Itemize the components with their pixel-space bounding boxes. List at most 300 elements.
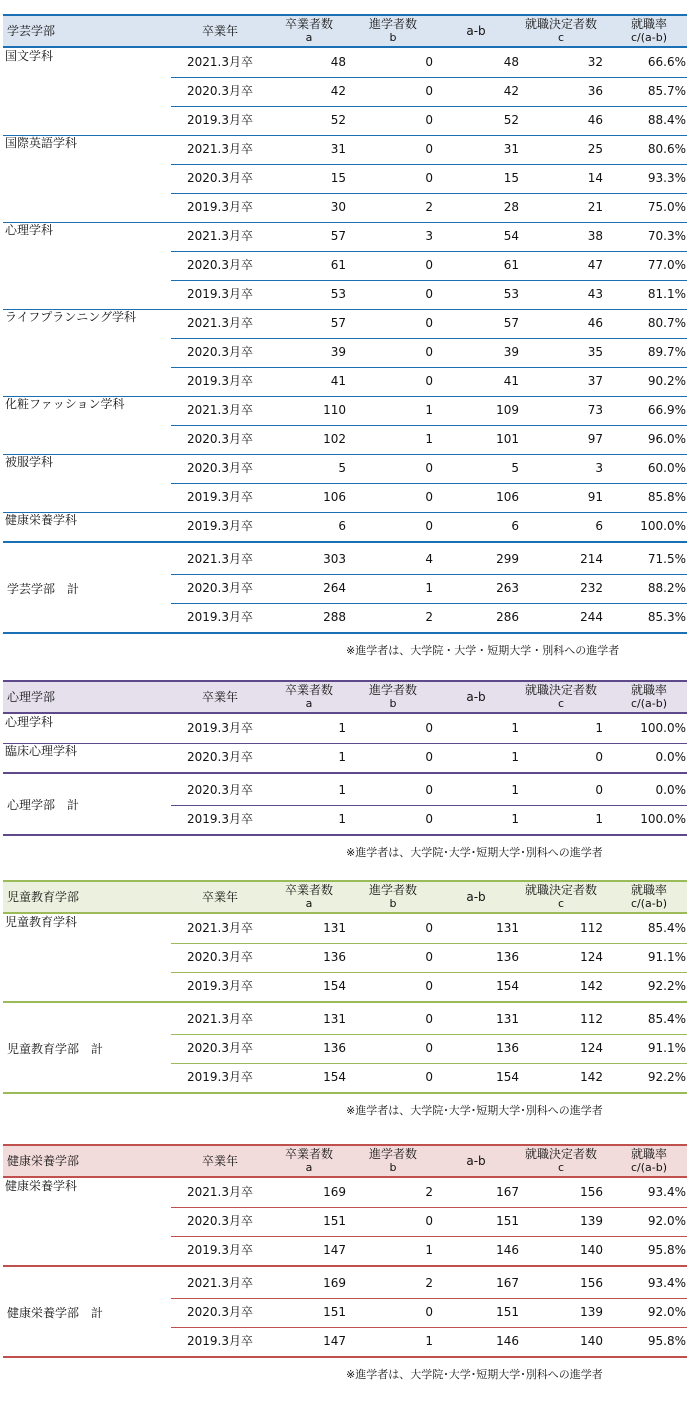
adv-cell: 0 — [425, 1012, 433, 1026]
adv-cell: 2 — [425, 1276, 433, 1290]
department-name: 国際英語学科 — [5, 136, 78, 150]
ab-cell: 136 — [496, 950, 519, 964]
total-label: 児童教育学部 計 — [7, 1041, 104, 1056]
ab-cell: 1 — [511, 812, 519, 826]
emp-cell: 142 — [580, 1070, 603, 1084]
year-cell: 2019.3月卒 — [187, 1334, 253, 1348]
year-cell: 2019.3月卒 — [187, 812, 253, 826]
adv-cell: 0 — [425, 113, 433, 127]
year-cell: 2021.3月卒 — [187, 142, 253, 156]
section-1 — [3, 14, 687, 657]
ab-cell: 131 — [496, 1012, 519, 1026]
rate-cell: 93.4% — [647, 1185, 686, 1199]
section-2 — [3, 680, 687, 859]
department-name: 児童教育学科 — [5, 915, 78, 929]
rate-cell: 95.8% — [647, 1334, 686, 1348]
emp-cell: 244 — [580, 610, 603, 624]
header-rate: 就職率 c/(a-b) — [630, 1147, 668, 1174]
adv-cell: 1 — [425, 1243, 433, 1257]
year-cell: 2019.3月卒 — [187, 374, 253, 388]
adv-cell: 1 — [425, 403, 433, 417]
grad-cell: 41 — [330, 374, 346, 388]
section-header — [3, 14, 687, 48]
footnote: ※進学者は、大学院･大学･短期大学･別科への進学者 — [346, 1104, 603, 1117]
ab-cell: 15 — [503, 171, 519, 185]
emp-cell: 46 — [587, 113, 603, 127]
section-rows — [3, 714, 687, 834]
table-row — [3, 338, 687, 367]
ab-cell: 131 — [496, 921, 519, 935]
header-ab: a-b — [466, 1153, 486, 1168]
header-ab: a-b — [466, 689, 486, 704]
table-row — [3, 367, 687, 396]
rate-cell: 93.4% — [647, 1276, 686, 1290]
ab-cell: 48 — [503, 55, 519, 69]
ab-cell: 101 — [496, 432, 519, 446]
year-cell: 2021.3月卒 — [187, 552, 253, 566]
ab-cell: 57 — [503, 316, 519, 330]
emp-cell: 73 — [587, 403, 603, 417]
section-bottom-rule — [3, 1356, 687, 1358]
table-row — [3, 164, 687, 193]
grad-cell: 102 — [323, 432, 346, 446]
grad-cell: 303 — [323, 552, 346, 566]
year-cell: 2021.3月卒 — [187, 921, 253, 935]
grad-cell: 136 — [323, 1041, 346, 1055]
rate-cell: 66.6% — [647, 55, 686, 69]
rate-cell: 60.0% — [647, 461, 686, 475]
emp-cell: 0 — [595, 783, 603, 797]
grad-cell: 15 — [330, 171, 346, 185]
year-cell: 2020.3月卒 — [187, 750, 253, 764]
table-row — [3, 483, 687, 512]
grad-cell: 106 — [323, 490, 346, 504]
grad-cell: 48 — [330, 55, 346, 69]
grad-cell: 136 — [323, 950, 346, 964]
emp-cell: 139 — [580, 1305, 603, 1319]
header-rate: 就職率 c/(a-b) — [630, 17, 668, 44]
grad-cell: 6 — [338, 519, 346, 533]
adv-cell: 0 — [425, 979, 433, 993]
department-name: 健康栄養学科 — [5, 513, 78, 527]
table-row — [3, 943, 687, 972]
department-name: 心理学科 — [5, 223, 54, 237]
adv-cell: 0 — [425, 287, 433, 301]
year-cell: 2021.3月卒 — [187, 1185, 253, 1199]
rate-cell: 96.0% — [647, 432, 686, 446]
section-title: 心理学部 — [7, 689, 56, 704]
ab-cell: 1 — [511, 750, 519, 764]
ab-cell: 61 — [503, 258, 519, 272]
grad-cell: 30 — [330, 200, 346, 214]
rate-cell: 100.0% — [640, 721, 686, 735]
header-year: 卒業年 — [201, 23, 238, 38]
grad-cell: 169 — [323, 1185, 346, 1199]
header-grad: 卒業者数 a — [284, 17, 333, 44]
total-label: 心理学部 計 — [7, 798, 80, 812]
header-emp: 就職決定者数 c — [524, 883, 597, 910]
ab-cell: 109 — [496, 403, 519, 417]
ab-cell: 151 — [496, 1214, 519, 1228]
rate-cell: 70.3% — [647, 229, 686, 243]
year-cell: 2019.3月卒 — [187, 721, 253, 735]
year-cell: 2021.3月卒 — [187, 229, 253, 243]
group-divider — [3, 541, 687, 543]
total-row — [3, 1298, 687, 1327]
rate-cell: 85.4% — [647, 1012, 686, 1026]
year-cell: 2020.3月卒 — [187, 783, 253, 797]
grad-cell: 147 — [323, 1334, 346, 1348]
adv-cell: 0 — [425, 345, 433, 359]
emp-cell: 0 — [595, 750, 603, 764]
rate-cell: 71.5% — [647, 552, 686, 566]
rate-cell: 66.9% — [647, 403, 686, 417]
ab-cell: 146 — [496, 1334, 519, 1348]
grad-cell: 110 — [323, 403, 346, 417]
grad-cell: 151 — [323, 1305, 346, 1319]
emp-cell: 14 — [587, 171, 603, 185]
grad-cell: 57 — [330, 316, 346, 330]
table-row — [3, 106, 687, 135]
grad-cell: 169 — [323, 1276, 346, 1290]
year-cell: 2019.3月卒 — [187, 1243, 253, 1257]
section-rows — [3, 914, 687, 1092]
year-cell: 2019.3月卒 — [187, 490, 253, 504]
section-title: 健康栄養学部 — [7, 1153, 80, 1168]
ab-cell: 31 — [503, 142, 519, 156]
year-cell: 2020.3月卒 — [187, 950, 253, 964]
total-row — [3, 1034, 687, 1063]
rate-cell: 89.7% — [647, 345, 686, 359]
header-ab: a-b — [466, 23, 486, 38]
year-cell: 2019.3月卒 — [187, 610, 253, 624]
total-row — [3, 1327, 687, 1356]
year-cell: 2019.3月卒 — [187, 979, 253, 993]
section-bottom-rule — [3, 632, 687, 634]
adv-cell: 0 — [425, 84, 433, 98]
grad-cell: 1 — [338, 812, 346, 826]
adv-cell: 0 — [425, 171, 433, 185]
rate-cell: 85.8% — [647, 490, 686, 504]
ab-cell: 42 — [503, 84, 519, 98]
adv-cell: 0 — [425, 55, 433, 69]
emp-cell: 91 — [587, 490, 603, 504]
grad-cell: 42 — [330, 84, 346, 98]
year-cell: 2020.3月卒 — [187, 345, 253, 359]
section-title: 児童教育学部 — [7, 889, 80, 904]
emp-cell: 140 — [580, 1243, 603, 1257]
section-header — [3, 680, 687, 714]
adv-cell: 1 — [425, 581, 433, 595]
ab-cell: 28 — [503, 200, 519, 214]
footnote: ※進学者は、大学院･大学･短期大学･別科への進学者 — [346, 1368, 603, 1381]
ab-cell: 54 — [503, 229, 519, 243]
table-row — [3, 1236, 687, 1265]
grad-cell: 53 — [330, 287, 346, 301]
section-bottom-rule — [3, 1092, 687, 1094]
grad-cell: 31 — [330, 142, 346, 156]
emp-cell: 36 — [587, 84, 603, 98]
table-row — [3, 714, 687, 743]
adv-cell: 0 — [425, 921, 433, 935]
header-year: 卒業年 — [201, 689, 238, 704]
grad-cell: 131 — [323, 921, 346, 935]
table-row — [3, 48, 687, 77]
department-name: 化粧ファッション学科 — [5, 397, 125, 411]
adv-cell: 0 — [425, 258, 433, 272]
ab-cell: 286 — [496, 610, 519, 624]
section-header — [3, 1144, 687, 1178]
grad-cell: 151 — [323, 1214, 346, 1228]
ab-cell: 154 — [496, 1070, 519, 1084]
year-cell: 2020.3月卒 — [187, 84, 253, 98]
section-3 — [3, 880, 687, 1117]
department-name: 被服学科 — [5, 455, 54, 469]
section-rows — [3, 48, 687, 632]
header-rate: 就職率 c/(a-b) — [630, 883, 668, 910]
rate-cell: 88.2% — [647, 581, 686, 595]
ab-cell: 5 — [511, 461, 519, 475]
grad-cell: 131 — [323, 1012, 346, 1026]
ab-cell: 39 — [503, 345, 519, 359]
ab-cell: 146 — [496, 1243, 519, 1257]
grad-cell: 154 — [323, 1070, 346, 1084]
department-name: 臨床心理学科 — [5, 744, 78, 758]
ab-cell: 167 — [496, 1276, 519, 1290]
year-cell: 2020.3月卒 — [187, 1041, 253, 1055]
table-row — [3, 251, 687, 280]
group-divider — [3, 1265, 687, 1267]
adv-cell: 0 — [425, 750, 433, 764]
adv-cell: 0 — [425, 316, 433, 330]
grad-cell: 39 — [330, 345, 346, 359]
grad-cell: 1 — [338, 721, 346, 735]
ab-cell: 151 — [496, 1305, 519, 1319]
header-ab: a-b — [466, 889, 486, 904]
department-name: 国文学科 — [5, 49, 54, 63]
ab-cell: 106 — [496, 490, 519, 504]
ab-cell: 263 — [496, 581, 519, 595]
total-row — [3, 805, 687, 834]
table-row — [3, 193, 687, 222]
emp-cell: 139 — [580, 1214, 603, 1228]
adv-cell: 2 — [425, 1185, 433, 1199]
rate-cell: 75.0% — [647, 200, 686, 214]
ab-cell: 53 — [503, 287, 519, 301]
rate-cell: 92.2% — [647, 979, 686, 993]
header-adv: 進学者数 b — [368, 883, 417, 910]
rate-cell: 91.1% — [647, 950, 686, 964]
adv-cell: 0 — [425, 519, 433, 533]
header-emp: 就職決定者数 c — [524, 1147, 597, 1174]
emp-cell: 124 — [580, 950, 603, 964]
table-row — [3, 512, 687, 541]
header-adv: 進学者数 b — [368, 17, 417, 44]
rate-cell: 88.4% — [647, 113, 686, 127]
grad-cell: 154 — [323, 979, 346, 993]
section-4 — [3, 1144, 687, 1381]
year-cell: 2021.3月卒 — [187, 1012, 253, 1026]
adv-cell: 0 — [425, 490, 433, 504]
total-row — [3, 1269, 687, 1298]
grad-cell: 57 — [330, 229, 346, 243]
table-row — [3, 280, 687, 309]
header-grad: 卒業者数 a — [284, 883, 333, 910]
rate-cell: 85.7% — [647, 84, 686, 98]
year-cell: 2021.3月卒 — [187, 403, 253, 417]
year-cell: 2020.3月卒 — [187, 581, 253, 595]
year-cell: 2020.3月卒 — [187, 1305, 253, 1319]
emp-cell: 37 — [587, 374, 603, 388]
header-adv: 進学者数 b — [368, 683, 417, 710]
total-label: 学芸学部 計 — [7, 581, 80, 596]
department-name: ライフプランニング学科 — [5, 310, 137, 324]
adv-cell: 0 — [425, 1214, 433, 1228]
ab-cell: 154 — [496, 979, 519, 993]
rate-cell: 77.0% — [647, 258, 686, 272]
emp-cell: 46 — [587, 316, 603, 330]
header-grad: 卒業者数 a — [284, 683, 333, 710]
emp-cell: 1 — [595, 812, 603, 826]
table-row — [3, 743, 687, 772]
emp-cell: 47 — [587, 258, 603, 272]
ab-cell: 136 — [496, 1041, 519, 1055]
adv-cell: 0 — [425, 783, 433, 797]
emp-cell: 25 — [587, 142, 603, 156]
table-row — [3, 222, 687, 251]
emp-cell: 232 — [580, 581, 603, 595]
adv-cell: 1 — [425, 1334, 433, 1348]
ab-cell: 1 — [511, 721, 519, 735]
rate-cell: 93.3% — [647, 171, 686, 185]
emp-cell: 156 — [580, 1185, 603, 1199]
table-row — [3, 972, 687, 1001]
ab-cell: 41 — [503, 374, 519, 388]
rate-cell: 100.0% — [640, 812, 686, 826]
emp-cell: 156 — [580, 1276, 603, 1290]
year-cell: 2019.3月卒 — [187, 287, 253, 301]
year-cell: 2021.3月卒 — [187, 55, 253, 69]
rate-cell: 0.0% — [655, 750, 686, 764]
total-row — [3, 545, 687, 574]
year-cell: 2021.3月卒 — [187, 316, 253, 330]
section-title: 学芸学部 — [7, 23, 56, 38]
year-cell: 2021.3月卒 — [187, 1276, 253, 1290]
total-label: 健康栄養学部 計 — [7, 1305, 104, 1320]
group-divider — [3, 1001, 687, 1003]
year-cell: 2019.3月卒 — [187, 1070, 253, 1084]
grad-cell: 61 — [330, 258, 346, 272]
table-row — [3, 425, 687, 454]
grad-cell: 264 — [323, 581, 346, 595]
rate-cell: 90.2% — [647, 374, 686, 388]
header-emp: 就職決定者数 c — [524, 683, 597, 710]
ab-cell: 167 — [496, 1185, 519, 1199]
adv-cell: 0 — [425, 1041, 433, 1055]
adv-cell: 0 — [425, 721, 433, 735]
rate-cell: 92.0% — [647, 1214, 686, 1228]
emp-cell: 43 — [587, 287, 603, 301]
table-row — [3, 914, 687, 943]
rate-cell: 0.0% — [655, 783, 686, 797]
emp-cell: 6 — [595, 519, 603, 533]
emp-cell: 142 — [580, 979, 603, 993]
adv-cell: 3 — [425, 229, 433, 243]
emp-cell: 112 — [580, 921, 603, 935]
year-cell: 2019.3月卒 — [187, 519, 253, 533]
header-adv: 進学者数 b — [368, 1147, 417, 1174]
rate-cell: 92.0% — [647, 1305, 686, 1319]
table-row — [3, 135, 687, 164]
emp-cell: 140 — [580, 1334, 603, 1348]
adv-cell: 4 — [425, 552, 433, 566]
year-cell: 2020.3月卒 — [187, 461, 253, 475]
table-row — [3, 1178, 687, 1207]
rate-cell: 85.3% — [647, 610, 686, 624]
header-year: 卒業年 — [201, 889, 238, 904]
grad-cell: 52 — [330, 113, 346, 127]
total-row — [3, 574, 687, 603]
adv-cell: 0 — [425, 950, 433, 964]
year-cell: 2019.3月卒 — [187, 113, 253, 127]
total-row — [3, 776, 687, 805]
table-row — [3, 77, 687, 106]
year-cell: 2020.3月卒 — [187, 432, 253, 446]
rate-cell: 95.8% — [647, 1243, 686, 1257]
ab-cell: 52 — [503, 113, 519, 127]
emp-cell: 97 — [587, 432, 603, 446]
ab-cell: 1 — [511, 783, 519, 797]
rate-cell: 81.1% — [647, 287, 686, 301]
department-name: 心理学科 — [5, 715, 54, 729]
rate-cell: 100.0% — [640, 519, 686, 533]
total-row — [3, 1005, 687, 1034]
total-row — [3, 603, 687, 632]
header-grad: 卒業者数 a — [284, 1147, 333, 1174]
header-rate: 就職率 c/(a-b) — [630, 683, 668, 710]
adv-cell: 0 — [425, 461, 433, 475]
table-row — [3, 454, 687, 483]
emp-cell: 32 — [587, 55, 603, 69]
emp-cell: 38 — [587, 229, 603, 243]
grad-cell: 1 — [338, 750, 346, 764]
rate-cell: 92.2% — [647, 1070, 686, 1084]
section-rows — [3, 1178, 687, 1356]
adv-cell: 1 — [425, 432, 433, 446]
header-year: 卒業年 — [201, 1153, 238, 1168]
year-cell: 2019.3月卒 — [187, 200, 253, 214]
emp-cell: 3 — [595, 461, 603, 475]
emp-cell: 124 — [580, 1041, 603, 1055]
grad-cell: 5 — [338, 461, 346, 475]
ab-cell: 299 — [496, 552, 519, 566]
footnote: ※進学者は、大学院･大学･短期大学･別科への進学者 — [346, 846, 603, 859]
adv-cell: 0 — [425, 1070, 433, 1084]
header-emp: 就職決定者数 c — [524, 17, 597, 44]
adv-cell: 0 — [425, 374, 433, 388]
total-row — [3, 1063, 687, 1092]
rate-cell: 80.7% — [647, 316, 686, 330]
rate-cell: 80.6% — [647, 142, 686, 156]
grad-cell: 147 — [323, 1243, 346, 1257]
adv-cell: 2 — [425, 610, 433, 624]
emp-cell: 21 — [587, 200, 603, 214]
ab-cell: 6 — [511, 519, 519, 533]
grad-cell: 1 — [338, 783, 346, 797]
table-row — [3, 1207, 687, 1236]
grad-cell: 288 — [323, 610, 346, 624]
rate-cell: 85.4% — [647, 921, 686, 935]
